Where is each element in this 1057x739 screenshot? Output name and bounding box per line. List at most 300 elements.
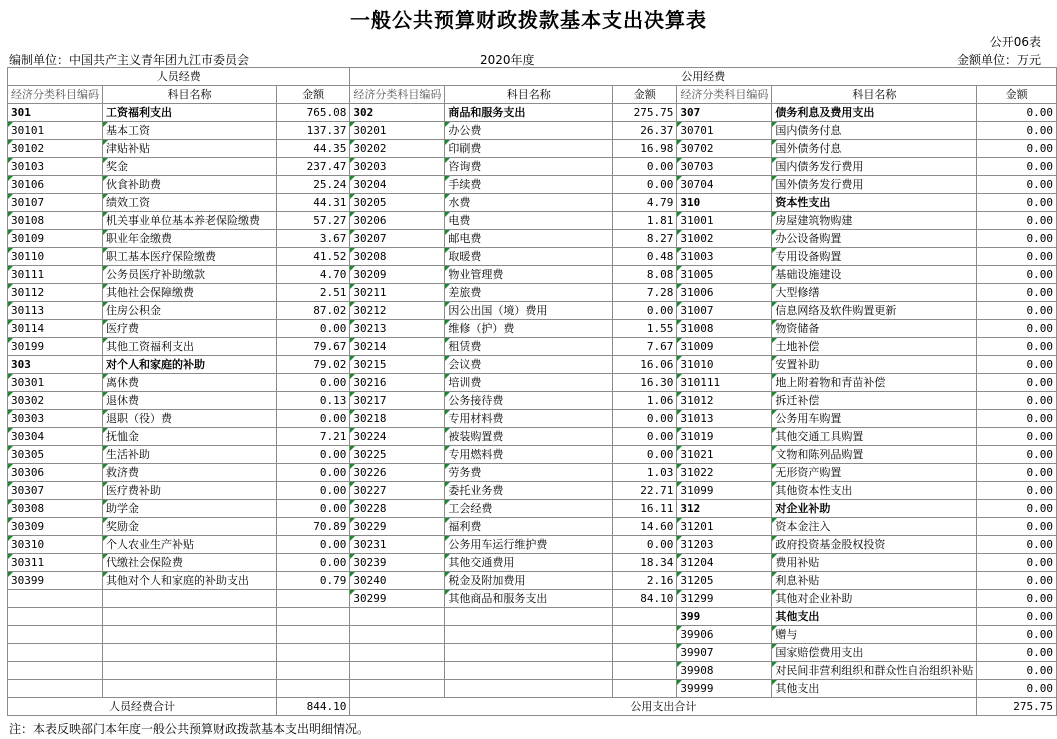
cell-code bbox=[350, 644, 445, 662]
cell-code: 30214 bbox=[350, 338, 445, 356]
cell-amount bbox=[276, 608, 349, 626]
cell-name: 国家赔偿费用支出 bbox=[772, 644, 977, 662]
cell-code: 30307 bbox=[8, 482, 103, 500]
table-row bbox=[8, 248, 1057, 266]
cell-name: 职业年金缴费 bbox=[103, 230, 277, 248]
table-row bbox=[8, 680, 1057, 698]
cell-amount: 44.31 bbox=[276, 194, 349, 212]
table-row bbox=[8, 104, 1057, 122]
cell-amount: 4.79 bbox=[613, 194, 677, 212]
total-personnel-label: 人员经费合计 bbox=[8, 698, 277, 716]
cell-name: 差旅费 bbox=[445, 284, 613, 302]
table-row bbox=[8, 518, 1057, 536]
table-row bbox=[8, 446, 1057, 464]
cell-code: 30303 bbox=[8, 410, 103, 428]
cell-code: 30218 bbox=[350, 410, 445, 428]
cell-code: 39907 bbox=[677, 644, 772, 662]
header-amount: 金额 bbox=[276, 86, 349, 104]
cell-amount: 0.00 bbox=[977, 482, 1057, 500]
cell-amount: 16.11 bbox=[613, 500, 677, 518]
cell-amount: 0.00 bbox=[977, 536, 1057, 554]
cell-code: 30205 bbox=[350, 194, 445, 212]
table-row bbox=[8, 554, 1057, 572]
header-name: 科目名称 bbox=[103, 86, 277, 104]
cell-amount: 0.00 bbox=[276, 536, 349, 554]
cell-name bbox=[103, 608, 277, 626]
table-row bbox=[8, 140, 1057, 158]
cell-name: 医疗费补助 bbox=[103, 482, 277, 500]
cell-amount: 0.00 bbox=[977, 122, 1057, 140]
cell-name: 职工基本医疗保险缴费 bbox=[103, 248, 277, 266]
cell-name: 医疗费 bbox=[103, 320, 277, 338]
cell-code: 30227 bbox=[350, 482, 445, 500]
cell-code: 30208 bbox=[350, 248, 445, 266]
cell-amount: 1.03 bbox=[613, 464, 677, 482]
cell-name bbox=[445, 680, 613, 698]
cell-name: 无形资产购置 bbox=[772, 464, 977, 482]
cell-amount: 26.37 bbox=[613, 122, 677, 140]
table-row bbox=[8, 608, 1057, 626]
cell-amount: 79.67 bbox=[276, 338, 349, 356]
cell-amount: 0.00 bbox=[977, 626, 1057, 644]
cell-code bbox=[350, 608, 445, 626]
cell-name: 公务用车运行维护费 bbox=[445, 536, 613, 554]
cell-amount: 0.00 bbox=[276, 374, 349, 392]
section-public: 公用经费 bbox=[350, 68, 1057, 86]
cell-amount: 25.24 bbox=[276, 176, 349, 194]
expenditure-table bbox=[7, 67, 1057, 716]
cell-name: 物资储备 bbox=[772, 320, 977, 338]
cell-amount: 765.08 bbox=[276, 104, 349, 122]
cell-code: 30311 bbox=[8, 554, 103, 572]
cell-code: 31021 bbox=[677, 446, 772, 464]
table-row bbox=[8, 230, 1057, 248]
table-row bbox=[8, 500, 1057, 518]
cell-name: 咨询费 bbox=[445, 158, 613, 176]
cell-amount bbox=[276, 662, 349, 680]
cell-name: 其他交通工具购置 bbox=[772, 428, 977, 446]
cell-code bbox=[8, 644, 103, 662]
cell-name: 代缴社会保险费 bbox=[103, 554, 277, 572]
cell-code: 30114 bbox=[8, 320, 103, 338]
cell-amount: 0.00 bbox=[977, 194, 1057, 212]
cell-code: 399 bbox=[677, 608, 772, 626]
cell-amount: 41.52 bbox=[276, 248, 349, 266]
cell-code: 310111 bbox=[677, 374, 772, 392]
cell-code: 31205 bbox=[677, 572, 772, 590]
cell-code bbox=[8, 680, 103, 698]
cell-amount: 0.00 bbox=[977, 662, 1057, 680]
cell-code: 30112 bbox=[8, 284, 103, 302]
cell-amount: 22.71 bbox=[613, 482, 677, 500]
cell-amount: 16.30 bbox=[613, 374, 677, 392]
cell-code: 39999 bbox=[677, 680, 772, 698]
cell-amount: 87.02 bbox=[276, 302, 349, 320]
total-personnel-value: 844.10 bbox=[276, 698, 349, 716]
cell-amount: 0.00 bbox=[613, 410, 677, 428]
cell-code: 31006 bbox=[677, 284, 772, 302]
cell-code: 31012 bbox=[677, 392, 772, 410]
header-name: 科目名称 bbox=[445, 86, 613, 104]
cell-name: 信息网络及软件购置更新 bbox=[772, 302, 977, 320]
cell-amount: 0.00 bbox=[977, 176, 1057, 194]
cell-name: 伙食补助费 bbox=[103, 176, 277, 194]
cell-name: 会议费 bbox=[445, 356, 613, 374]
table-row bbox=[8, 590, 1057, 608]
cell-code: 30702 bbox=[677, 140, 772, 158]
cell-amount: 0.00 bbox=[977, 284, 1057, 302]
cell-amount: 0.00 bbox=[977, 356, 1057, 374]
cell-name: 离休费 bbox=[103, 374, 277, 392]
cell-amount: 7.28 bbox=[613, 284, 677, 302]
cell-amount: 79.02 bbox=[276, 356, 349, 374]
cell-amount: 2.16 bbox=[613, 572, 677, 590]
cell-name: 国外债务付息 bbox=[772, 140, 977, 158]
cell-amount: 8.27 bbox=[613, 230, 677, 248]
cell-amount: 0.00 bbox=[613, 302, 677, 320]
cell-code: 30703 bbox=[677, 158, 772, 176]
cell-name: 赠与 bbox=[772, 626, 977, 644]
cell-code: 307 bbox=[677, 104, 772, 122]
cell-code: 31007 bbox=[677, 302, 772, 320]
cell-code: 30111 bbox=[8, 266, 103, 284]
cell-amount: 0.00 bbox=[613, 158, 677, 176]
cell-name: 专用设备购置 bbox=[772, 248, 977, 266]
cell-code: 30231 bbox=[350, 536, 445, 554]
cell-name: 住房公积金 bbox=[103, 302, 277, 320]
cell-code: 31299 bbox=[677, 590, 772, 608]
cell-code: 31003 bbox=[677, 248, 772, 266]
cell-code: 30228 bbox=[350, 500, 445, 518]
cell-name: 其他支出 bbox=[772, 680, 977, 698]
cell-name: 公务接待费 bbox=[445, 392, 613, 410]
cell-name: 手续费 bbox=[445, 176, 613, 194]
cell-code: 30301 bbox=[8, 374, 103, 392]
cell-name bbox=[103, 626, 277, 644]
cell-code: 30305 bbox=[8, 446, 103, 464]
cell-amount: 0.00 bbox=[613, 536, 677, 554]
cell-amount: 0.00 bbox=[276, 482, 349, 500]
cell-amount: 16.98 bbox=[613, 140, 677, 158]
cell-name: 对个人和家庭的补助 bbox=[103, 356, 277, 374]
cell-name: 生活补助 bbox=[103, 446, 277, 464]
cell-amount bbox=[613, 626, 677, 644]
cell-name: 助学金 bbox=[103, 500, 277, 518]
table-row bbox=[8, 176, 1057, 194]
cell-name: 培训费 bbox=[445, 374, 613, 392]
cell-code: 30204 bbox=[350, 176, 445, 194]
cell-name bbox=[445, 662, 613, 680]
cell-amount: 14.60 bbox=[613, 518, 677, 536]
cell-name: 其他对企业补助 bbox=[772, 590, 977, 608]
cell-code: 31001 bbox=[677, 212, 772, 230]
table-row bbox=[8, 338, 1057, 356]
cell-code: 30107 bbox=[8, 194, 103, 212]
cell-amount: 0.00 bbox=[276, 320, 349, 338]
cell-amount: 0.00 bbox=[977, 464, 1057, 482]
footnote: 注：本表反映部门本年度一般公共预算财政拨款基本支出明细情况。 bbox=[9, 722, 370, 736]
cell-name: 取暖费 bbox=[445, 248, 613, 266]
cell-amount: 0.00 bbox=[977, 320, 1057, 338]
cell-amount: 0.00 bbox=[276, 500, 349, 518]
cell-name: 劳务费 bbox=[445, 464, 613, 482]
cell-code: 31008 bbox=[677, 320, 772, 338]
cell-code: 30203 bbox=[350, 158, 445, 176]
cell-name: 债务利息及费用支出 bbox=[772, 104, 977, 122]
cell-name: 拆迁补偿 bbox=[772, 392, 977, 410]
cell-code: 30229 bbox=[350, 518, 445, 536]
cell-code: 30199 bbox=[8, 338, 103, 356]
cell-name: 物业管理费 bbox=[445, 266, 613, 284]
table-row bbox=[8, 158, 1057, 176]
cell-code: 310 bbox=[677, 194, 772, 212]
cell-amount: 0.48 bbox=[613, 248, 677, 266]
cell-amount bbox=[276, 680, 349, 698]
cell-name: 奖金 bbox=[103, 158, 277, 176]
money-unit: 金额单位：万元 bbox=[956, 53, 1041, 67]
cell-name: 公务用车购置 bbox=[772, 410, 977, 428]
cell-name: 奖励金 bbox=[103, 518, 277, 536]
cell-code: 30217 bbox=[350, 392, 445, 410]
cell-code: 30310 bbox=[8, 536, 103, 554]
cell-name: 国外债务发行费用 bbox=[772, 176, 977, 194]
cell-code: 31204 bbox=[677, 554, 772, 572]
cell-name: 电费 bbox=[445, 212, 613, 230]
cell-code: 30215 bbox=[350, 356, 445, 374]
cell-amount: 0.00 bbox=[977, 212, 1057, 230]
cell-name: 维修（护）费 bbox=[445, 320, 613, 338]
table-row bbox=[8, 464, 1057, 482]
cell-amount: 57.27 bbox=[276, 212, 349, 230]
cell-amount: 4.70 bbox=[276, 266, 349, 284]
cell-amount: 0.00 bbox=[977, 572, 1057, 590]
cell-amount: 0.00 bbox=[977, 266, 1057, 284]
table-row bbox=[8, 572, 1057, 590]
cell-code: 30212 bbox=[350, 302, 445, 320]
cell-name: 公务员医疗补助缴款 bbox=[103, 266, 277, 284]
cell-amount bbox=[276, 590, 349, 608]
cell-name: 委托业务费 bbox=[445, 482, 613, 500]
cell-amount: 18.34 bbox=[613, 554, 677, 572]
cell-code: 30206 bbox=[350, 212, 445, 230]
cell-amount: 0.00 bbox=[977, 446, 1057, 464]
cell-name: 地上附着物和青苗补偿 bbox=[772, 374, 977, 392]
table-row bbox=[8, 374, 1057, 392]
cell-amount: 44.35 bbox=[276, 140, 349, 158]
cell-amount: 0.79 bbox=[276, 572, 349, 590]
cell-amount: 0.00 bbox=[276, 410, 349, 428]
cell-amount: 137.37 bbox=[276, 122, 349, 140]
report-title: 一般公共预算财政拨款基本支出决算表 bbox=[350, 8, 707, 32]
cell-name: 办公设备购置 bbox=[772, 230, 977, 248]
table-row bbox=[8, 392, 1057, 410]
cell-name: 福利费 bbox=[445, 518, 613, 536]
cell-code: 30308 bbox=[8, 500, 103, 518]
cell-name: 其他交通费用 bbox=[445, 554, 613, 572]
cell-code: 30216 bbox=[350, 374, 445, 392]
cell-amount: 3.67 bbox=[276, 230, 349, 248]
cell-amount: 0.00 bbox=[977, 248, 1057, 266]
cell-name: 印刷费 bbox=[445, 140, 613, 158]
cell-amount: 0.00 bbox=[977, 518, 1057, 536]
cell-amount: 0.00 bbox=[977, 104, 1057, 122]
cell-name: 国内债务付息 bbox=[772, 122, 977, 140]
cell-code bbox=[350, 626, 445, 644]
cell-name: 退休费 bbox=[103, 392, 277, 410]
cell-name: 工资福利支出 bbox=[103, 104, 277, 122]
cell-amount: 7.67 bbox=[613, 338, 677, 356]
cell-name: 救济费 bbox=[103, 464, 277, 482]
header-amount: 金额 bbox=[613, 86, 677, 104]
cell-code: 31201 bbox=[677, 518, 772, 536]
cell-code: 30209 bbox=[350, 266, 445, 284]
table-row bbox=[8, 266, 1057, 284]
cell-code: 31013 bbox=[677, 410, 772, 428]
cell-name bbox=[445, 626, 613, 644]
cell-amount: 0.00 bbox=[977, 140, 1057, 158]
cell-code: 30224 bbox=[350, 428, 445, 446]
cell-code: 31099 bbox=[677, 482, 772, 500]
cell-code bbox=[8, 626, 103, 644]
table-row bbox=[8, 284, 1057, 302]
cell-code: 39906 bbox=[677, 626, 772, 644]
cell-code: 31203 bbox=[677, 536, 772, 554]
cell-amount: 275.75 bbox=[613, 104, 677, 122]
cell-amount: 0.00 bbox=[977, 410, 1057, 428]
cell-name: 基础设施建设 bbox=[772, 266, 977, 284]
cell-code: 31022 bbox=[677, 464, 772, 482]
cell-name: 政府投资基金股权投资 bbox=[772, 536, 977, 554]
cell-name: 水费 bbox=[445, 194, 613, 212]
header-code: 经济分类科目编码 bbox=[8, 86, 103, 104]
cell-amount: 0.00 bbox=[613, 446, 677, 464]
cell-amount bbox=[276, 626, 349, 644]
cell-amount: 0.00 bbox=[276, 554, 349, 572]
cell-name bbox=[103, 644, 277, 662]
section-personnel: 人员经费 bbox=[8, 68, 350, 86]
cell-code: 31002 bbox=[677, 230, 772, 248]
cell-name: 邮电费 bbox=[445, 230, 613, 248]
cell-name: 专用燃料费 bbox=[445, 446, 613, 464]
cell-amount: 0.00 bbox=[977, 590, 1057, 608]
cell-amount: 1.81 bbox=[613, 212, 677, 230]
cell-code: 31010 bbox=[677, 356, 772, 374]
cell-amount: 84.10 bbox=[613, 590, 677, 608]
cell-code: 30113 bbox=[8, 302, 103, 320]
cell-name: 对民间非营利组织和群众性自治组织补贴 bbox=[772, 662, 977, 680]
cell-code: 301 bbox=[8, 104, 103, 122]
cell-name bbox=[103, 680, 277, 698]
cell-code: 30102 bbox=[8, 140, 103, 158]
cell-name: 工会经费 bbox=[445, 500, 613, 518]
header-code: 经济分类科目编码 bbox=[350, 86, 445, 104]
cell-code: 31009 bbox=[677, 338, 772, 356]
cell-name: 被装购置费 bbox=[445, 428, 613, 446]
cell-code: 30704 bbox=[677, 176, 772, 194]
table-row bbox=[8, 122, 1057, 140]
cell-name bbox=[103, 662, 277, 680]
cell-name: 退职（役）费 bbox=[103, 410, 277, 428]
cell-name: 租赁费 bbox=[445, 338, 613, 356]
cell-code: 30106 bbox=[8, 176, 103, 194]
cell-code bbox=[8, 608, 103, 626]
cell-amount: 0.00 bbox=[613, 428, 677, 446]
cell-amount: 0.00 bbox=[977, 158, 1057, 176]
cell-name: 房屋建筑物购建 bbox=[772, 212, 977, 230]
cell-code bbox=[350, 662, 445, 680]
compiling-unit: 编制单位：中国共产主义青年团九江市委员会 bbox=[9, 53, 250, 67]
cell-name: 抚恤金 bbox=[103, 428, 277, 446]
cell-code: 31005 bbox=[677, 266, 772, 284]
cell-name: 其他社会保障缴费 bbox=[103, 284, 277, 302]
cell-amount: 0.00 bbox=[977, 554, 1057, 572]
cell-name: 办公费 bbox=[445, 122, 613, 140]
cell-amount bbox=[613, 680, 677, 698]
cell-name bbox=[445, 644, 613, 662]
cell-amount: 0.00 bbox=[977, 644, 1057, 662]
cell-code: 30103 bbox=[8, 158, 103, 176]
cell-name: 专用材料费 bbox=[445, 410, 613, 428]
cell-name: 资本金注入 bbox=[772, 518, 977, 536]
cell-amount: 0.00 bbox=[613, 176, 677, 194]
cell-amount: 237.47 bbox=[276, 158, 349, 176]
cell-amount: 16.06 bbox=[613, 356, 677, 374]
table-row bbox=[8, 626, 1057, 644]
cell-name: 利息补贴 bbox=[772, 572, 977, 590]
cell-amount: 0.00 bbox=[977, 338, 1057, 356]
form-number: 公开06表 bbox=[989, 35, 1041, 49]
cell-amount: 1.55 bbox=[613, 320, 677, 338]
cell-code: 30306 bbox=[8, 464, 103, 482]
cell-code: 30201 bbox=[350, 122, 445, 140]
cell-name: 税金及附加费用 bbox=[445, 572, 613, 590]
cell-code: 30225 bbox=[350, 446, 445, 464]
cell-code: 30309 bbox=[8, 518, 103, 536]
header-amount: 金额 bbox=[977, 86, 1057, 104]
cell-amount: 0.00 bbox=[977, 500, 1057, 518]
cell-code: 30304 bbox=[8, 428, 103, 446]
total-public-label: 公用支出合计 bbox=[350, 698, 977, 716]
cell-code bbox=[8, 662, 103, 680]
cell-name: 其他资本性支出 bbox=[772, 482, 977, 500]
cell-code: 30110 bbox=[8, 248, 103, 266]
cell-name: 基本工资 bbox=[103, 122, 277, 140]
header-name: 科目名称 bbox=[772, 86, 977, 104]
cell-amount bbox=[613, 662, 677, 680]
cell-code: 31019 bbox=[677, 428, 772, 446]
cell-amount: 1.06 bbox=[613, 392, 677, 410]
cell-amount: 0.00 bbox=[977, 302, 1057, 320]
cell-name: 商品和服务支出 bbox=[445, 104, 613, 122]
cell-amount: 2.51 bbox=[276, 284, 349, 302]
cell-amount: 0.00 bbox=[977, 230, 1057, 248]
cell-amount: 8.08 bbox=[613, 266, 677, 284]
cell-name: 其他商品和服务支出 bbox=[445, 590, 613, 608]
table-row bbox=[8, 194, 1057, 212]
cell-code: 30108 bbox=[8, 212, 103, 230]
cell-amount: 0.00 bbox=[977, 608, 1057, 626]
cell-name: 其他支出 bbox=[772, 608, 977, 626]
cell-code: 39908 bbox=[677, 662, 772, 680]
cell-code: 30302 bbox=[8, 392, 103, 410]
table-row bbox=[8, 428, 1057, 446]
report-year: 2020年度 bbox=[480, 53, 535, 67]
cell-code: 30299 bbox=[350, 590, 445, 608]
cell-code: 30211 bbox=[350, 284, 445, 302]
cell-name bbox=[445, 608, 613, 626]
cell-code: 30202 bbox=[350, 140, 445, 158]
cell-amount: 70.89 bbox=[276, 518, 349, 536]
